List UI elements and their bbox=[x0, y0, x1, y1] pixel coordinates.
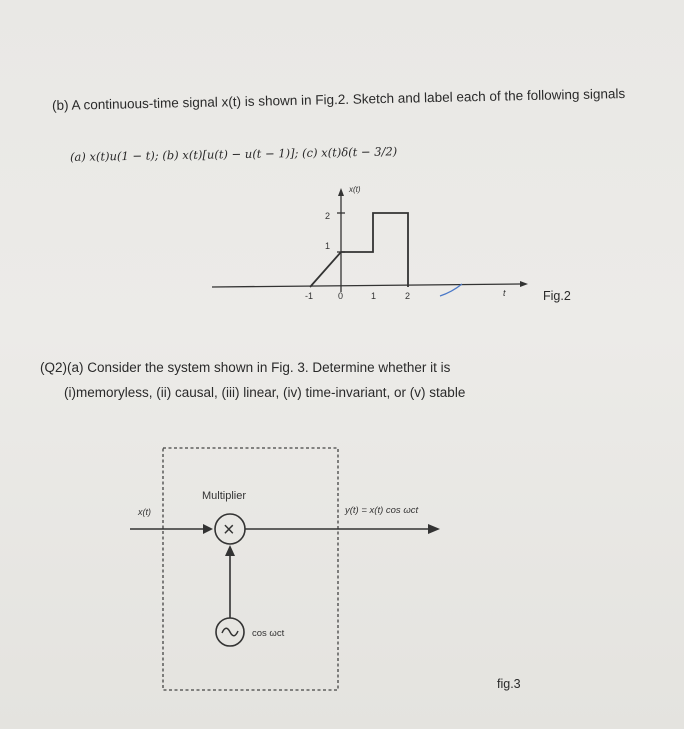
fig2-xtick-2: 2 bbox=[405, 291, 411, 301]
fig3-caption: fig.3 bbox=[497, 677, 521, 691]
fig3-osc-arrow bbox=[225, 545, 235, 556]
fig3-output-arrow bbox=[428, 524, 440, 534]
question-b-subparts: (a) x(t)u(1 − t); (b) x(t)[u(t) − u(t − 1)]; (c) x(t)δ(t − 3/2) bbox=[69, 144, 398, 164]
fig2-ylabel: x(t) bbox=[349, 185, 361, 194]
multiplier-symbol: × bbox=[223, 519, 235, 541]
fig2-xtick-neg1: -1 bbox=[305, 291, 314, 301]
fig2-xtick-1: 1 bbox=[371, 291, 377, 301]
fig2-caption: Fig.2 bbox=[543, 289, 571, 303]
fig2-x-arrow bbox=[520, 281, 528, 287]
input-label: x(t) bbox=[138, 507, 151, 517]
question-2a-heading: (Q2)(a) Consider the system shown in Fig. 3. Determine whether it is bbox=[40, 360, 451, 375]
fig3-diagram bbox=[130, 448, 440, 690]
fig2-ytick-label-1: 1 bbox=[325, 241, 331, 251]
fig3-labels bbox=[137, 490, 418, 639]
fig3-dashed-box bbox=[163, 448, 338, 690]
oscillator-label: cos ωct bbox=[252, 628, 285, 639]
fig2-y-arrow bbox=[338, 188, 344, 196]
oscillator-wave-icon bbox=[222, 628, 238, 636]
fig2-xtick-0: 0 bbox=[338, 291, 344, 301]
multiplier-label: Multiplier bbox=[202, 490, 247, 502]
fig2-labels bbox=[305, 185, 506, 301]
question-2a-options: (i)memoryless, (ii) causal, (iii) linear, (iv) time-invariant, or (v) stable bbox=[64, 385, 466, 400]
fig2-plot bbox=[212, 188, 528, 296]
output-label: y(t) = x(t) cos ωct bbox=[345, 505, 419, 516]
fig2-x-axis bbox=[212, 284, 520, 287]
fig3-input-arrow bbox=[203, 524, 213, 534]
fig2-ytick-label-2: 2 bbox=[325, 211, 331, 221]
pen-mark bbox=[440, 284, 462, 296]
question-b-heading: (b) A continuous-time signal x(t) is shown in Fig.2. Sketch and label each of the following signals bbox=[51, 85, 626, 113]
fig2-xlabel: t bbox=[503, 288, 506, 298]
